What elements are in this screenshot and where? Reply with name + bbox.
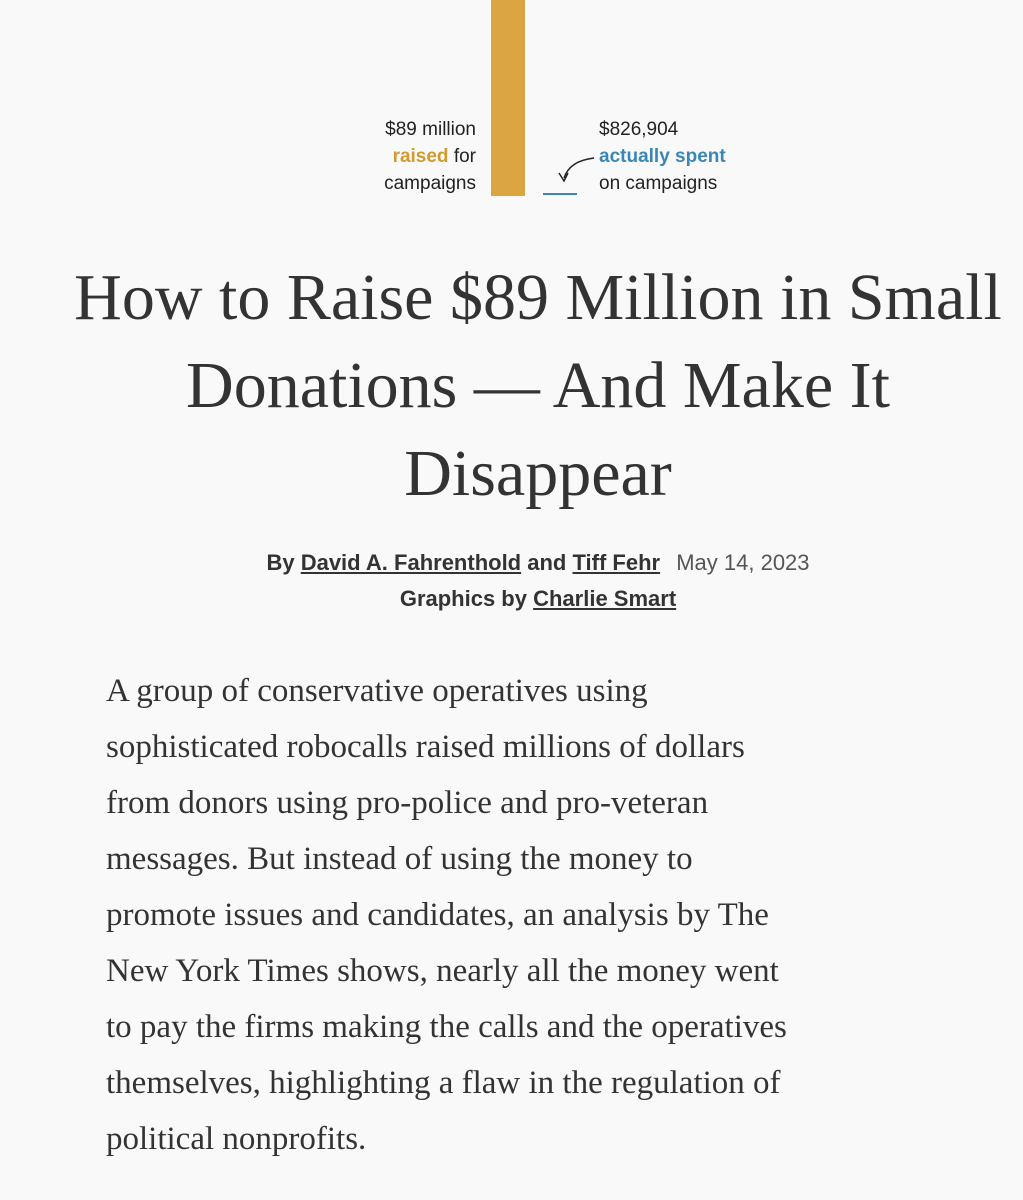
publish-date: May 14, 2023 [676,550,810,575]
graphics-by: Graphics by [399,586,527,611]
raised-bar [491,0,525,196]
article-lede: A group of conservative operatives using sophisticated robocalls raised millions of dollars from donors using pro-police and pro-veteran messages. But instead of using the money to promote issues and candidates, an analysis by The New York Times shows, nearly all the money went to pay the firms making the calls and the operatives themselves, highlighting a flaw in the regulation of political nonprofits. [106,673,787,1157]
raised-label [384,116,476,197]
byline [0,545,1023,617]
author-link-fahrenthold[interactable]: David A. Fahrenthold [300,550,522,575]
author-link-fehr[interactable]: Tiff Fehr [572,550,661,575]
raised-line2 [384,143,476,170]
spent-bar [543,193,577,195]
spent-line3: on campaigns [599,173,718,194]
author-link-smart[interactable]: Charlie Smart [533,586,677,611]
byline-by: By [266,550,295,575]
raised-vs-spent-graphic [0,0,1023,200]
spent-amount: $826,904 [599,119,679,140]
raised-highlight: raised [392,146,449,167]
byline-graphics [0,581,1023,617]
raised-line3: campaigns [384,173,476,194]
spent-highlight: actually spent [599,146,726,167]
raised-suffix: for [448,146,476,167]
article-headline: How to Raise $89 Million in Small Donations — And Make It Disappear [74,261,1002,510]
byline-authors [0,545,1023,581]
spent-label [599,116,726,197]
raised-amount: $89 million [385,119,476,140]
byline-and: and [527,550,567,575]
curved-arrow-icon [554,150,600,190]
